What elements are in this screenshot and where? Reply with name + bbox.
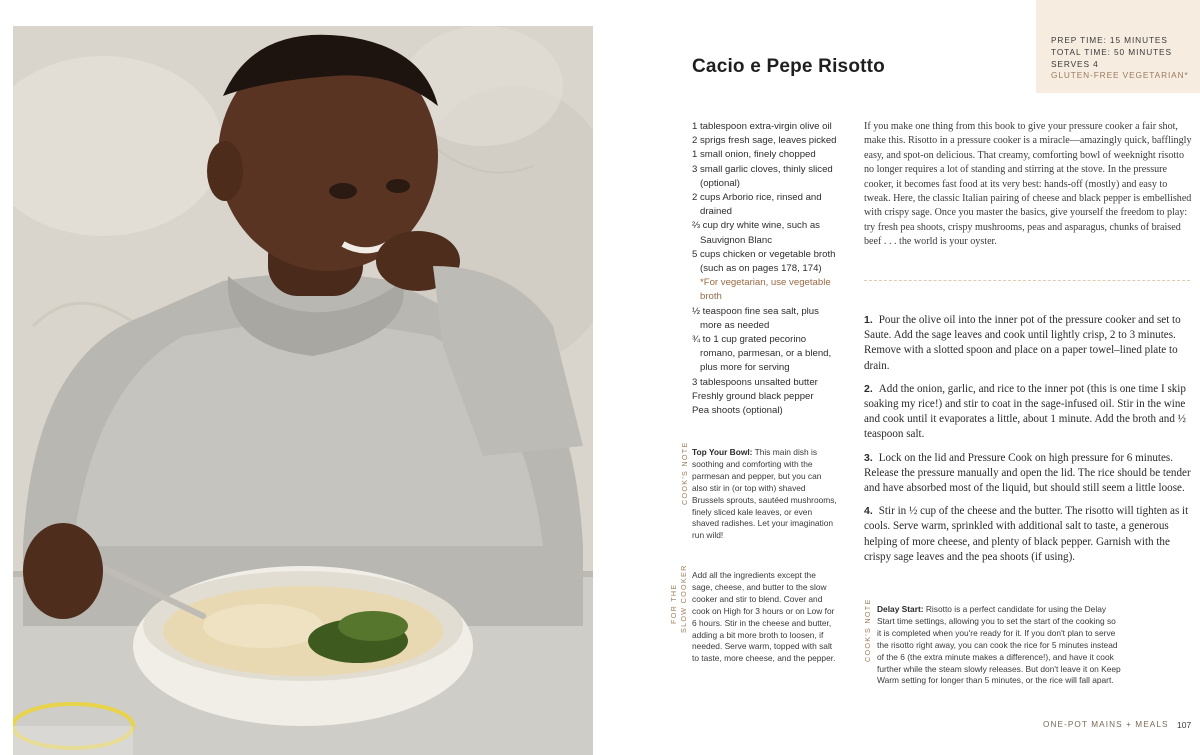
slow-cooker-label-line2: SLOW COOKER xyxy=(679,564,688,633)
ingredient-item: 1 tablespoon extra-virgin olive oil xyxy=(692,121,832,132)
method-step xyxy=(864,504,1194,565)
note-body: Risotto is a perfect candidate for using the Delay Start time settings, allowing you to set the start of the cooking so it is completed when you're ready for it. If you don't plan to serve the risotto right away, you can cook the rice for 5 minutes instead of the 6 (the extra minute makes a difference!), and have it cook further while the steam slowly releases. But don't leave it on Keep Warm setting for longer than 5 minutes, or the rice will fall apart. xyxy=(877,604,1121,686)
note-heading: Top Your Bowl: xyxy=(692,447,753,457)
step-text: Add the onion, garlic, and rice to the inner pot (this is one time I skip soaking my rice!) and stir to coat in the sage-infused oil. Stir in the wine and cook until it evaporates a little, about 1 minute. Add the broth and ½ teaspoon salt. xyxy=(864,382,1186,441)
method-step xyxy=(864,382,1194,443)
ingredient-broth: 5 cups chicken or vegetable broth (such as on pages 178, 174) xyxy=(692,248,836,275)
cooks-note-delay-start xyxy=(877,604,1122,687)
step-text: Stir in ½ cup of the cheese and the butter. The risotto will tighten as it cools. Serve warm, sprinkled with additional salt to taste, a generous helping of more cheese, and plenty of black pepper. Garnish with the crispy sage leaves and the pea shoots (if using). xyxy=(864,505,1189,563)
note-heading: Delay Start: xyxy=(877,604,924,614)
method-step xyxy=(864,451,1194,497)
ingredient-item: Pea shoots (optional) xyxy=(692,405,783,417)
ingredient-item xyxy=(692,248,842,305)
ingredient-item: 3 tablespoons unsalted butter xyxy=(692,376,818,388)
method-steps xyxy=(864,313,1194,573)
cooks-note-label: COOK'S NOTE xyxy=(863,598,872,662)
page-number: 107 xyxy=(1177,720,1192,730)
ingredient-item: Freshly ground black pepper xyxy=(692,390,814,402)
vegetarian-note: *For vegetarian, use vegetable broth xyxy=(700,277,831,303)
slow-cooker-note: Add all the ingredients except the sage, cheese, and butter to the slow cooker and stir to blend. Cover and cook on High for 3 hours or on Low for 6 hours. Stir in the cheese and butter, adding a bit more broth to loosen, if needed. Serve warm, topped with salt to taste, more cheese, and the pepper. xyxy=(692,570,836,664)
note-body: This main dish is soothing and comforting with the parmesan and pepper, but you can also stir in (or top with) shaved Brussels sprouts, sautéed mushrooms, finely sliced kale leaves, or even shaved radishes. Let your imagination run wild! xyxy=(692,447,837,541)
method-step xyxy=(864,313,1194,374)
total-time: TOTAL TIME: 50 MINUTES xyxy=(1051,46,1172,57)
ingredient-list xyxy=(692,120,842,418)
step-text: Pour the olive oil into the inner pot of the pressure cooker and set to Saute. Add the sage leaves and cook until lightly crisp, 2 to 3 minutes. Remove with a slotted spoon and place on a paper towel–lined plate to drain. xyxy=(864,314,1181,372)
recipe-title: Cacio e Pepe Risotto xyxy=(692,56,885,77)
diet-tags: GLUTEN-FREE VEGETARIAN* xyxy=(1051,70,1189,81)
ingredient-item: 1 small onion, finely chopped xyxy=(692,149,816,161)
ingredient-item: ⅔ cup dry white wine, such as Sauvignon Blanc xyxy=(692,220,820,246)
serves: SERVES 4 xyxy=(1051,58,1099,69)
ingredient-item: 3 small garlic cloves, thinly sliced (optional) xyxy=(692,163,833,189)
prep-time: PREP TIME: 15 MINUTES xyxy=(1051,35,1168,45)
ingredient-item: 2 sprigs fresh sage, leaves picked xyxy=(692,135,837,147)
ingredient-item: ½ teaspoon fine sea salt, plus more as needed xyxy=(692,305,819,331)
step-text: Lock on the lid and Pressure Cook on high pressure for 6 minutes. Release the pressure manually and open the lid. The rice should be tender and have absorbed most of the liquid, but should still seem a little loose. xyxy=(864,451,1191,495)
ingredient-item: ¾ to 1 cup grated pecorino romano, parmesan, or a blend, plus more for serving xyxy=(692,334,832,374)
step-number: 2. xyxy=(864,382,873,395)
cooks-note-label: COOK'S NOTE xyxy=(680,441,689,505)
section-footer: ONE-POT MAINS + MEALS xyxy=(1043,720,1169,729)
recipe-info-box xyxy=(1036,0,1200,93)
section-divider xyxy=(864,280,1190,281)
cooks-note-top-your-bowl xyxy=(692,447,838,542)
step-number: 4. xyxy=(864,505,873,518)
recipe-photo xyxy=(13,26,593,755)
recipe-intro: If you make one thing from this book to give your pressure cooker a fair shot, make this. Risotto in a pressure cooker is a miracle—amazingly quick, bafflingly easy, and spot-on delicious. That creamy, comforting bowl of weeknight risotto no longer requires a lot of standing and stirring at the stove. In the pressure cooker, it becomes fast food at its very best: hands-off (mostly) and easy to tweak. Here, the classic Italian pairing of cheese and black pepper is embellished with crispy sage. Once you master the basics, give yourself the freedom to play: try fresh pea shoots, crispy mushrooms, peas and asparagus, chunks of braised beef . . . the world is your oyster. xyxy=(864,121,1192,248)
step-number: 1. xyxy=(864,314,873,326)
step-number: 3. xyxy=(864,451,873,464)
ingredient-item: 2 cups Arborio rice, rinsed and drained xyxy=(692,192,822,218)
slow-cooker-label-line1: FOR THE xyxy=(669,583,678,624)
